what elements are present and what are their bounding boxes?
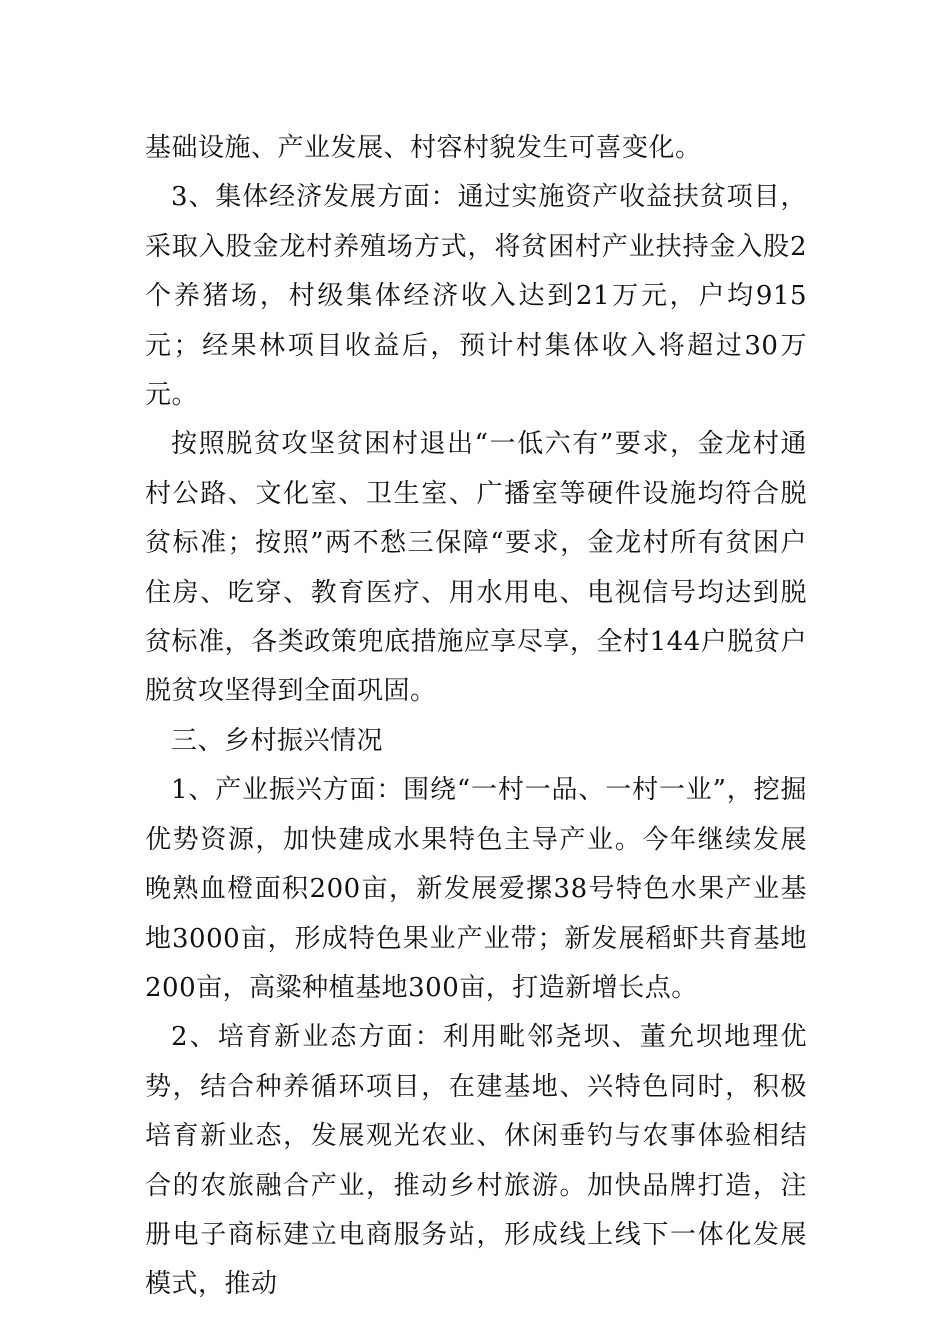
paragraph: 按照脱贫攻坚贫困村退出“一低六有”要求，金龙村通村公路、文化室、卫生室、广播室等硬件设施均符合脱贫标准；按照”两不愁三保障“要求，金龙村所有贫困户住房、吃穿、教育医疗、用水用电、电视信号均达到脱贫标准，各类政策兜底措施应享尽享，全村144户脱贫户脱贫攻坚得到全面巩固。 xyxy=(145,429,807,707)
paragraph: 3、集体经济发展方面：通过实施资产收益扶贫项目，采取入股金龙村养殖场方式，将贫困村产业扶持金入股2个养猪场，村级集体经济收入达到21万元，户均915元；经果林项目收益后，预计村集体收入将超过30万元。 xyxy=(145,182,807,411)
section-heading: 三、乡村振兴情况 xyxy=(171,725,384,756)
document-body xyxy=(145,124,807,1310)
paragraph: 2、培育新业态方面：利用毗邻尧坝、董允坝地理优势，结合种养循环项目，在建基地、兴特色同时，积极培育新业态，发展观光农业、休闲垂钓与农事体验相结合的农旅融合产业，推动乡村旅游。加快品牌打造，注册电子商标建立电商服务站，形成线上线下一体化发展模式，推动 xyxy=(145,1022,807,1300)
paragraph: 基础设施、产业发展、村容村貌发生可喜变化。 xyxy=(145,133,702,163)
paragraph: 1、产业振兴方面：围绕“一村一品、一村一业”，挖掘优势资源，加快建成水果特色主导产业。今年继续发展晚熟血橙面积200亩，新发展爱摞38号特色水果产业基地3000亩，形成特色果业产业带；新发展稻虾共育基地200亩，高粱种植基地300亩，打造新增长点。 xyxy=(145,775,807,1003)
